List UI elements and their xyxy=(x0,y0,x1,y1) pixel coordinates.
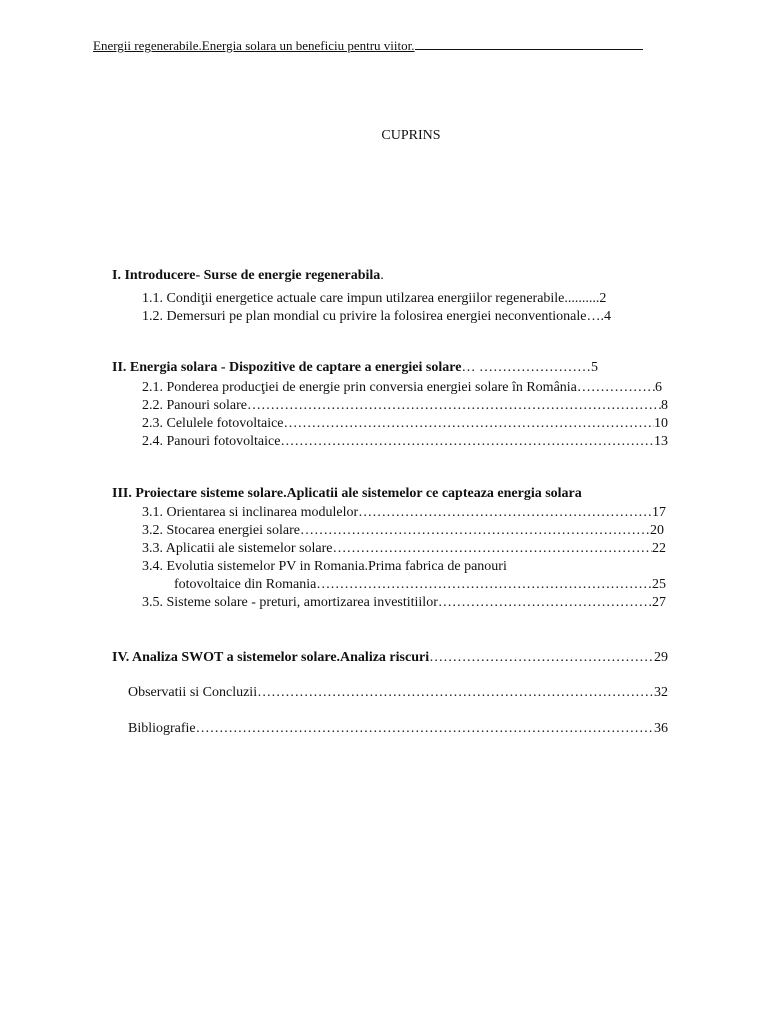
header-text: Energii regenerabile.Energia solara un beneficiu pentru viitor. xyxy=(93,38,415,53)
toc-entry-page: 8 xyxy=(661,398,668,413)
toc-entry-1-2 xyxy=(142,308,662,325)
toc-entry-leader xyxy=(333,540,652,557)
toc-entry-text: Bibliografie xyxy=(128,721,196,736)
toc-entry-page: 2 xyxy=(599,291,607,306)
toc-section-4-page: 29 xyxy=(654,650,668,665)
toc-entry-text: fotovoltaice din Romania xyxy=(174,577,317,592)
toc-section-3-label: III. Proiectare sisteme solare.Aplicatii ale sistemelor ce capteaza energia solara xyxy=(112,486,582,501)
toc-entry-3-4 xyxy=(142,558,666,575)
toc-entry-page: 4 xyxy=(603,309,611,324)
toc-entry-page: 32 xyxy=(654,685,668,700)
toc-entry-2-3 xyxy=(142,415,668,432)
toc-entry-leader xyxy=(438,594,652,611)
toc-entry-leader xyxy=(247,397,661,414)
toc-entry-text: Observatii si Concluzii xyxy=(128,685,258,700)
toc-entry-leader xyxy=(358,504,652,521)
toc-entry-text: 2.3. Celulele fotovoltaice xyxy=(142,416,284,431)
toc-entry-text: 2.2. Panouri solare xyxy=(142,398,247,413)
toc-entry-page: 6 xyxy=(655,380,662,395)
toc-entry-3-1 xyxy=(142,504,666,521)
toc-section-4 xyxy=(112,649,668,666)
toc-entry-3-5 xyxy=(142,594,666,611)
toc-entry-page: 17 xyxy=(652,505,666,520)
toc-entry-text: 1.2. Demersuri pe plan mondial cu privire la folosirea energiei neconventionale xyxy=(142,309,587,324)
toc-entry-1-1 xyxy=(142,290,662,307)
toc-entry-page: 36 xyxy=(654,721,668,736)
toc-entry-text: 3.2. Stocarea energiei solare xyxy=(142,523,300,538)
toc-section-2-page: 5 xyxy=(590,360,598,375)
toc-bibliografie xyxy=(128,720,668,737)
toc-entry-page: 20 xyxy=(650,523,664,538)
toc-entry-text: 3.4. Evolutia sistemelor PV in Romania.Prima fabrica de panouri xyxy=(142,559,507,574)
toc-entry-text: 2.1. Ponderea producţiei de energie prin conversia energiei solare în România xyxy=(142,380,577,395)
toc-entry-leader xyxy=(284,415,654,432)
toc-observatii xyxy=(128,684,668,701)
toc-entry-leader xyxy=(196,720,654,737)
toc-entry-page: 27 xyxy=(652,595,666,610)
toc-section-4-label: IV. Analiza SWOT a sistemelor solare.Analiza riscuri xyxy=(112,650,430,665)
toc-entry-leader xyxy=(577,379,655,396)
toc-section-2 xyxy=(112,359,668,376)
toc-section-2-dots: … …………………… xyxy=(461,360,591,375)
toc-entry-page: 10 xyxy=(654,416,668,431)
toc-entry-page: 22 xyxy=(652,541,666,556)
toc-entry-text: 3.1. Orientarea si inclinarea modulelor xyxy=(142,505,359,520)
header-underline xyxy=(415,37,643,50)
toc-section-1 xyxy=(112,268,668,284)
toc-section-3 xyxy=(112,486,668,502)
toc-entry-leader xyxy=(300,522,650,539)
toc-entry-text: 1.1. Condiţii energetice actuale care impun utilzarea energiilor regenerabile xyxy=(142,291,565,306)
toc-entry-text: 2.4. Panouri fotovoltaice xyxy=(142,434,281,449)
toc-entry-text: 3.3. Aplicatii ale sistemelor solare xyxy=(142,541,333,556)
toc-entry-text: 3.5. Sisteme solare - preturi, amortizarea investitiilor xyxy=(142,595,438,610)
toc-entry-2-4 xyxy=(142,433,668,450)
toc-entry-2-2 xyxy=(142,397,668,414)
toc-entry-leader xyxy=(316,576,652,593)
toc-entry-leader xyxy=(280,433,654,450)
page-title: CUPRINS xyxy=(381,128,441,143)
toc-entry-dots: …. xyxy=(586,309,604,324)
toc-section-1-label: I. Introducere- Surse de energie regenerabila xyxy=(112,268,381,283)
toc-section-2-label: II. Energia solara - Dispozitive de captare a energiei solare xyxy=(112,360,462,375)
toc-entry-2-1 xyxy=(142,379,662,396)
document-header xyxy=(93,37,709,54)
toc-entry-page: 13 xyxy=(654,434,668,449)
toc-entry-page: 25 xyxy=(652,577,666,592)
toc-entry-3-4-cont xyxy=(174,576,666,593)
toc-entry-3-2 xyxy=(142,522,664,539)
toc-entry-dots: .......... xyxy=(564,291,600,306)
toc-entry-leader xyxy=(429,649,654,666)
toc-entry-3-3 xyxy=(142,540,666,557)
toc-entry-leader xyxy=(257,684,654,701)
toc-section-1-trail: . xyxy=(380,268,384,283)
